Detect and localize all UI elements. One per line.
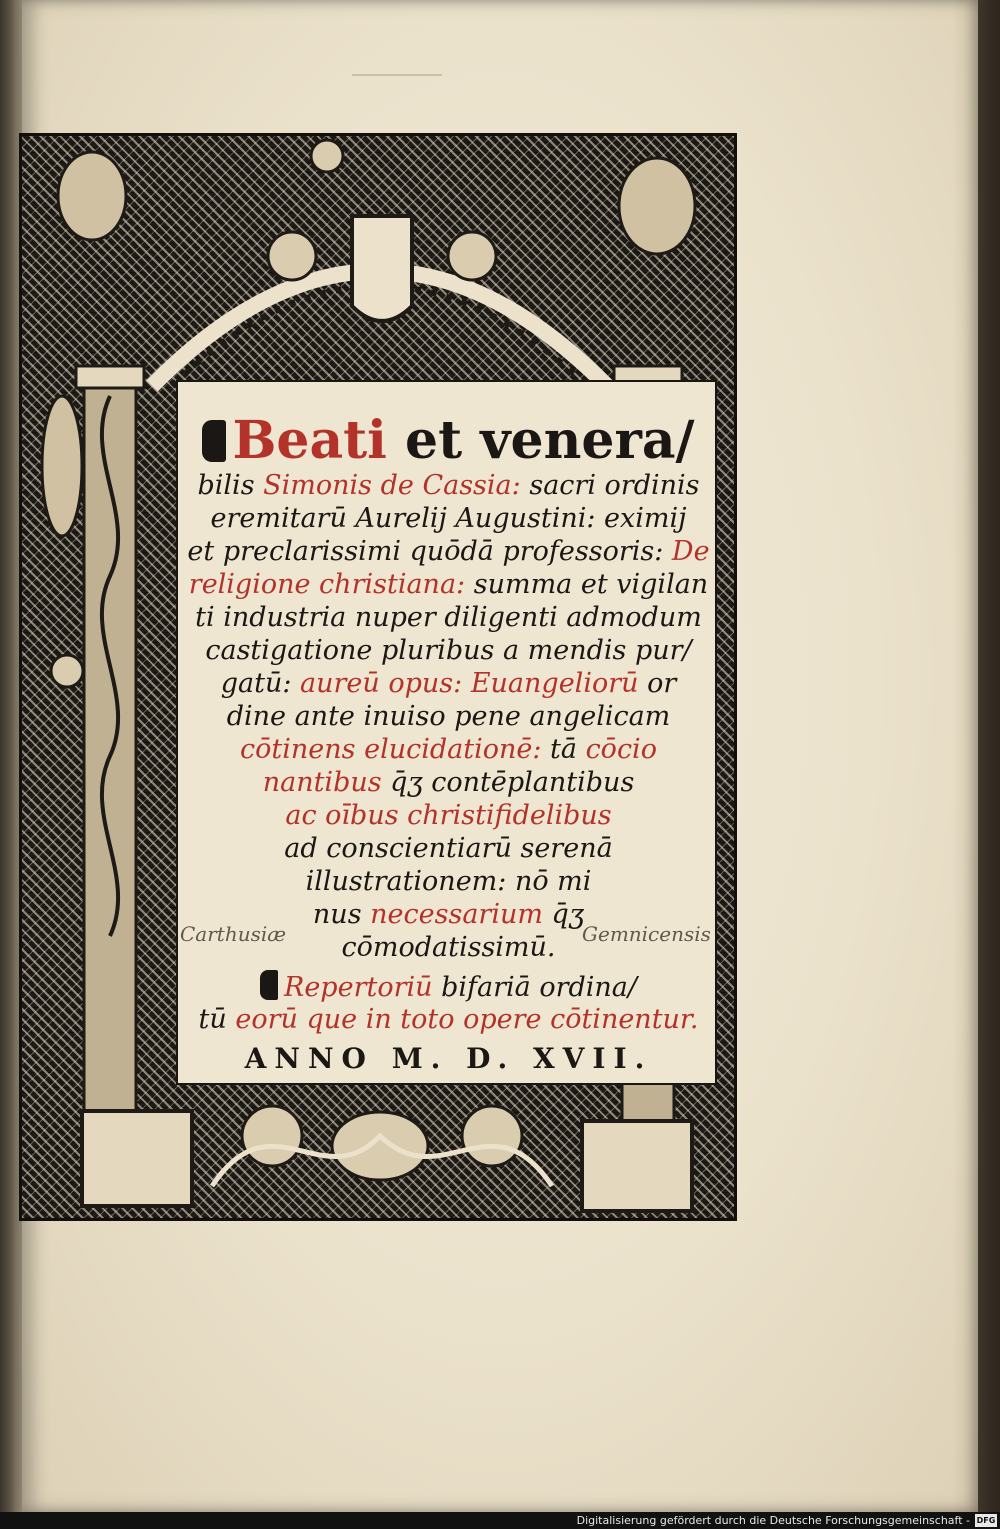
black-text: et venera/ — [386, 410, 695, 471]
page-shadow — [952, 0, 1000, 1512]
black-text: summa et vigilan — [465, 569, 709, 600]
left-column — [84, 376, 136, 1176]
black-text: castigatione pluribus a mendis pur/ — [205, 635, 692, 666]
rubric-text: ac oībus christifidelibus — [285, 800, 612, 831]
title-line — [178, 866, 719, 897]
title-line — [178, 767, 719, 798]
pilcrow-icon — [260, 970, 278, 1000]
repertory-line — [178, 970, 719, 1003]
cherub-bottom-right — [462, 1106, 522, 1166]
title-line — [178, 734, 719, 765]
pilcrow-icon — [202, 420, 226, 462]
rubric-text: nantibus — [262, 767, 382, 798]
imprint-year: ANNO M. D. XVII. — [244, 1042, 653, 1075]
title-line — [178, 470, 719, 501]
urn-ornament — [332, 1112, 428, 1180]
black-text: illustrationem: nō mi — [305, 866, 592, 897]
footer-credit: Digitalisierung gefördert durch die Deutsche Forschungsgemeinschaft - — [576, 1514, 970, 1527]
rubric-text: Beati — [232, 410, 387, 471]
rubric-text: Simonis de Cassia: — [263, 470, 521, 501]
title-line — [178, 833, 719, 864]
black-text: bilis — [197, 470, 264, 501]
angel-head-left — [51, 655, 83, 687]
rubric-text: necessarium — [370, 899, 543, 930]
shield-ornament — [352, 216, 412, 321]
title-line — [178, 800, 719, 831]
dfg-logo-icon: DFG — [976, 1516, 996, 1525]
rubric-text: religione christiana: — [188, 569, 466, 600]
rubric-text: Repertoriū — [284, 972, 433, 1003]
left-capital — [76, 366, 144, 388]
rubric-text: cōtinens elucidationē: — [240, 734, 542, 765]
cherub-bottom-left — [242, 1106, 302, 1166]
left-base — [82, 1111, 192, 1206]
black-text: bifariā ordina/ — [432, 972, 637, 1003]
title-line — [178, 536, 719, 567]
rubric-text: De — [671, 536, 710, 567]
black-text: or — [638, 668, 677, 699]
left-satyr — [42, 396, 82, 536]
figure-top-right — [619, 158, 695, 254]
title-line — [178, 602, 719, 633]
black-text: ti industria nuper diligenti admodum — [195, 602, 702, 633]
figure-top-left — [58, 152, 126, 240]
title-line — [178, 569, 719, 600]
title-line — [178, 503, 719, 534]
fruit-ornament — [311, 140, 343, 172]
handwritten-note-left: Carthusiæ — [180, 922, 287, 946]
black-text: q̄ʒ — [542, 899, 585, 930]
cherub-right — [448, 232, 496, 280]
rubric-text: eorū que in toto opere cōtinentur. — [235, 1004, 699, 1035]
stamp-ghost — [352, 74, 442, 92]
black-text: eremitarū Aurelij Augustini: eximij — [210, 503, 687, 534]
black-text: nus — [312, 899, 371, 930]
black-text: tū — [198, 1004, 236, 1035]
black-text: gatū: — [220, 668, 301, 699]
black-text: cōmodatissimū. — [341, 932, 556, 963]
repertory-line — [178, 1004, 719, 1035]
black-text: sacri ordinis — [520, 470, 700, 501]
black-text: q̄ʒ contēplantibus — [381, 767, 635, 798]
title-line — [178, 635, 719, 666]
right-base — [582, 1121, 692, 1211]
rubric-text: cōcio — [585, 734, 657, 765]
black-text: tā — [541, 734, 586, 765]
black-text: dine ante inuiso pene angelicam — [226, 701, 671, 732]
rubric-text: aureū opus: Euangeliorū — [300, 668, 639, 699]
title-text-panel — [176, 380, 717, 1085]
digitization-footer — [0, 1512, 1000, 1529]
title-lead-line — [178, 410, 719, 471]
title-line — [178, 668, 719, 699]
cherub-left — [268, 232, 316, 280]
handwritten-note-right: Gemnicensis — [582, 922, 711, 946]
title-line — [178, 701, 719, 732]
black-text: ad conscientiarū serenā — [284, 833, 613, 864]
black-text: et preclarissimi quōdā professoris: — [187, 536, 672, 567]
